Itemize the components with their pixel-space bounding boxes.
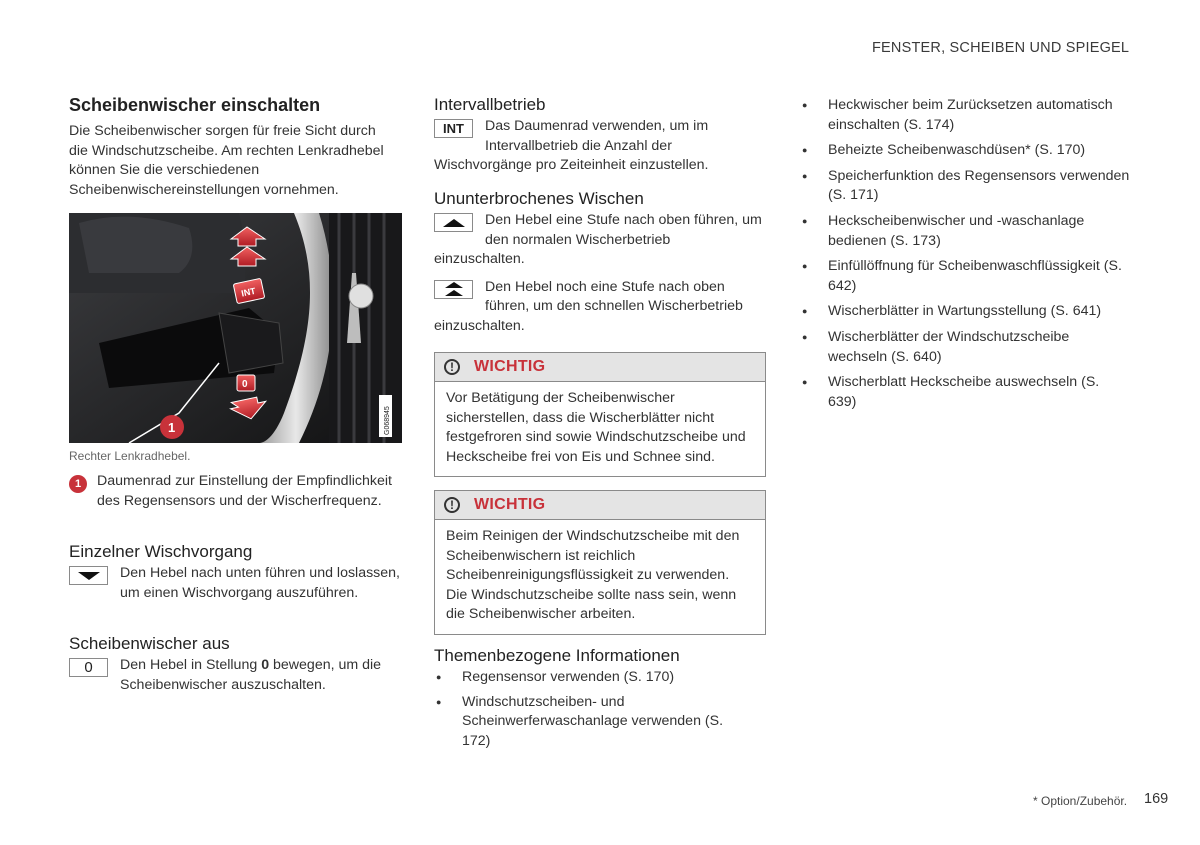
running-head: FENSTER, SCHEIBEN UND SPIEGEL bbox=[872, 40, 1130, 56]
single-wipe-text: Den Hebel nach unten führen und loslassen, um einen Wischvorgang auszuführen. bbox=[120, 565, 401, 601]
warning-box-2 bbox=[434, 490, 766, 635]
related-link[interactable]: ● Regensensor verwenden (S. 170) bbox=[434, 668, 754, 688]
position-zero-symbol: 0 bbox=[69, 658, 108, 677]
wiper-off-title: Scheibenwischer aus bbox=[69, 634, 230, 653]
warning-title-1: WICHTIG bbox=[474, 358, 546, 375]
related-link[interactable]: ● Heckscheibenwischer und -waschanlage bedienen (S. 173) bbox=[800, 212, 1130, 251]
related-link[interactable]: ● Wischerblätter in Wartungsstellung (S. 641) bbox=[800, 302, 1130, 322]
figure-callout-1: 1 bbox=[168, 420, 176, 435]
figure-caption: Rechter Lenkradhebel. bbox=[69, 449, 191, 463]
related-title: Themenbezogene Informationen bbox=[434, 646, 680, 665]
callout-entry bbox=[69, 472, 399, 511]
figure-code: G068945 bbox=[384, 406, 391, 435]
callout-text: Daumenrad zur Einstellung der Empfindlichkeit des Regensensors und der Wischerfrequenz. bbox=[97, 473, 392, 509]
warning-header-1 bbox=[435, 353, 765, 382]
wiper-off-text-a: Den Hebel in Stellung bbox=[120, 657, 262, 673]
lever-down-icon bbox=[69, 566, 108, 585]
interval-text: Das Daumenrad verwenden, um im Intervallbetrieb die Anzahl der Wischvorgänge pro Zeiteinheit einzustellen. bbox=[434, 118, 709, 174]
warning-text-2: Beim Reinigen der Windschutzscheibe mit den Scheibenwischern ist reichlich Scheibenreinigungsflüssigkeit zu verwenden. Die Windschutzscheibe sollte nass sein, wenn die Scheibenwischer arbeiten. bbox=[446, 528, 740, 623]
interval-section bbox=[434, 95, 764, 176]
warning-box-1 bbox=[434, 352, 766, 477]
related-link[interactable]: ● Einfüllöffnung für Scheibenwaschflüssigkeit (S. 642) bbox=[800, 257, 1130, 296]
related-link[interactable]: ● Heckwischer beim Zurücksetzen automatisch einschalten (S. 174) bbox=[800, 96, 1130, 135]
continuous-text-normal: Den Hebel eine Stufe nach oben führen, um den normalen Wischerbetrieb einzuschalten. bbox=[434, 212, 762, 268]
figure-label-0: 0 bbox=[242, 379, 248, 390]
column-3-list-container bbox=[800, 96, 1130, 412]
related-list bbox=[434, 668, 754, 751]
continuous-text-fast: Den Hebel noch eine Stufe nach oben führen, um den schnellen Wischerbetrieb einzuschalten. bbox=[434, 278, 743, 334]
section-title: Scheibenwischer einschalten bbox=[69, 95, 321, 115]
interval-title: Intervallbetrieb bbox=[434, 95, 546, 114]
wiper-off-text-bold: 0 bbox=[261, 657, 270, 673]
continuous-entry-normal bbox=[434, 211, 764, 270]
wiper-lever-illustration bbox=[69, 213, 402, 443]
intro-paragraph: Die Scheibenwischer sorgen für freie Sicht durch die Windschutzscheibe. Am rechten Lenkradhebel können Sie die verschiedenen Scheibenwischereinstellungen vornehmen. bbox=[69, 123, 384, 198]
lever-up-fast-icon bbox=[434, 280, 473, 299]
single-wipe-title: Einzelner Wischvorgang bbox=[69, 542, 253, 561]
wiper-off-text-b: bewegen, um die Scheibenwischer auszuschalten. bbox=[120, 657, 382, 693]
related-link[interactable]: ● Beheizte Scheibenwaschdüsen* (S. 170) bbox=[800, 141, 1130, 161]
related-link[interactable]: ● Windschutzscheiben- und Scheinwerferwaschanlage verwenden (S. 172) bbox=[434, 693, 754, 752]
page-number: 169 bbox=[1144, 791, 1169, 807]
continuous-section bbox=[434, 189, 764, 337]
callout-badge: 1 bbox=[69, 475, 87, 493]
exclamation-icon: ! bbox=[444, 497, 460, 513]
wiper-off-entry bbox=[69, 656, 401, 695]
related-link[interactable]: ● Wischerblätter der Windschutzscheibe wechseln (S. 640) bbox=[800, 328, 1130, 367]
single-wipe-section bbox=[69, 542, 401, 603]
column-1 bbox=[69, 95, 401, 200]
related-link[interactable]: ● Speicherfunktion des Regensensors verwenden (S. 171) bbox=[800, 167, 1130, 206]
wiper-off-section bbox=[69, 634, 401, 695]
warning-text-1: Vor Betätigung der Scheibenwischer sicherstellen, dass die Wischerblätter nicht festgefroren sind sowie Windschutzscheibe und Heckscheibe frei von Eis und Schnee sind. bbox=[446, 390, 746, 465]
continuous-title: Ununterbrochenes Wischen bbox=[434, 189, 644, 208]
related-link[interactable]: ● Wischerblatt Heckscheibe auswechseln (S. 639) bbox=[800, 373, 1130, 412]
interval-entry bbox=[434, 117, 764, 176]
warning-header-2 bbox=[435, 491, 765, 520]
interval-symbol: INT bbox=[434, 119, 473, 138]
lever-photo bbox=[69, 213, 402, 443]
lever-up-icon bbox=[434, 213, 473, 232]
exclamation-icon: ! bbox=[444, 359, 460, 375]
related-list-continued bbox=[800, 96, 1130, 412]
continuous-entry-fast bbox=[434, 278, 764, 337]
single-wipe-entry bbox=[69, 564, 401, 603]
footnote: * Option/Zubehör. bbox=[1033, 794, 1128, 808]
related-section bbox=[434, 646, 754, 751]
figure-label-int: INT bbox=[240, 285, 257, 299]
warning-title-2: WICHTIG bbox=[474, 496, 546, 513]
